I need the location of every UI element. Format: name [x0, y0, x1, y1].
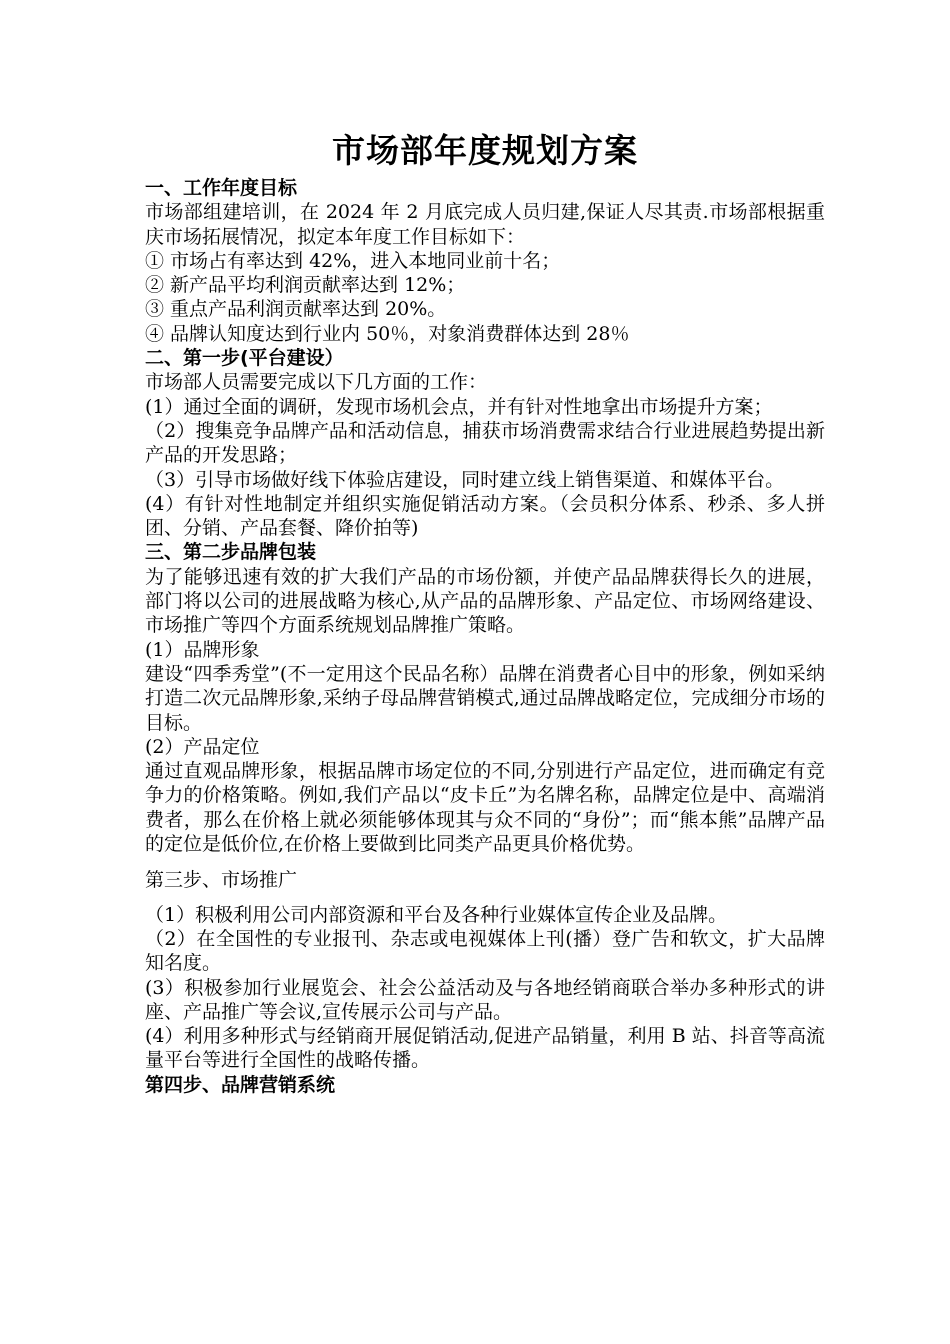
paragraph: 市场部组建培训，在 2024 年 2 月底完成人员归建,保证人尽其责.市场部根据重庆市场拓展情况，拟定本年度工作目标如下：	[145, 201, 825, 248]
paragraph: 通过直观品牌形象，根据品牌市场定位的不同,分别进行产品定位，进而确定有竞争力的价格策略。例如,我们产品以“皮卡丘”为名牌名称，品牌定位是中、高端消费者，那么在价格上就必须能够体现其与众不同的“身份”；而“熊本熊”品牌产品的定位是低价位,在价格上要做到比同类产品更具价格优势。	[145, 760, 825, 856]
goal-item: ② 新产品平均利润贡献率达到 12%；	[145, 274, 466, 297]
section-heading-promotion: 第三步、市场推广	[145, 869, 298, 892]
list-item: （2）搜集竞争品牌产品和活动信息，捕获市场消费需求结合行业进展趋势提出新产品的开发思路；	[145, 419, 825, 467]
section-heading-branding: 三、第二步品牌包装	[145, 541, 317, 564]
list-item: （2）在全国性的专业报刊、杂志或电视媒体上刊(播）登广告和软文，扩大品牌知名度。	[145, 927, 825, 975]
document-title: 市场部年度规划方案	[332, 131, 638, 170]
section-heading-platform: 二、第一步(平台建设）	[145, 347, 344, 370]
section-heading-goals: 一、工作年度目标	[145, 177, 298, 199]
paragraph: 市场部人员需要完成以下几方面的工作：	[145, 371, 488, 394]
list-item: （3）引导市场做好线下体验店建设，同时建立线上销售渠道、和媒体平台。	[145, 468, 785, 491]
goal-item: ④ 品牌认知度达到行业内 50％，对象消费群体达到 28％	[145, 322, 630, 345]
document-page	[145, 128, 825, 1097]
paragraph: 为了能够迅速有效的扩大我们产品的市场份额，并使产品品牌获得长久的进展，部门将以公司的进展战略为核心,从产品的品牌形象、产品定位、市场网络建设、市场推广等四个方面系统规划品牌推广策略。	[145, 565, 825, 637]
list-item: (4）有针对性地制定并组织实施促销活动方案。（会员积分体系、秒杀、多人拼团、分销、产品套餐、降价拍等)	[145, 492, 825, 540]
goal-item: ③ 重点产品利润贡献率达到 20%。	[145, 298, 447, 321]
list-item: （1）积极利用公司内部资源和平台及各种行业媒体宣传企业及品牌。	[145, 903, 728, 926]
goal-item: ① 市场占有率达到 42%，进入本地同业前十名；	[145, 249, 561, 272]
section-heading-marketing-system: 第四步、品牌营销系统	[145, 1073, 336, 1096]
list-item: (3）积极参加行业展览会、社会公益活动及与各地经销商联合举办多种形式的讲座、产品推广等会议,宣传展示公司与产品。	[145, 976, 825, 1023]
subheading: (2）产品定位	[145, 735, 260, 758]
list-item: (1）通过全面的调研，发现市场机会点，并有针对性地拿出市场提升方案；	[145, 395, 773, 418]
list-item: (4）利用多种形式与经销商开展促销活动,促进产品销量，利用 B 站、抖音等高流量平台等进行全国性的战略传播。	[145, 1025, 825, 1072]
paragraph: 建设“四季秀堂”(不一定用这个民品名称）品牌在消费者心目中的形象，例如采纳打造二次元品牌形象,采纳子母品牌营销模式,通过品牌战略定位，完成细分市场的目标。	[145, 662, 825, 734]
subheading: (1）品牌形象	[145, 638, 260, 661]
